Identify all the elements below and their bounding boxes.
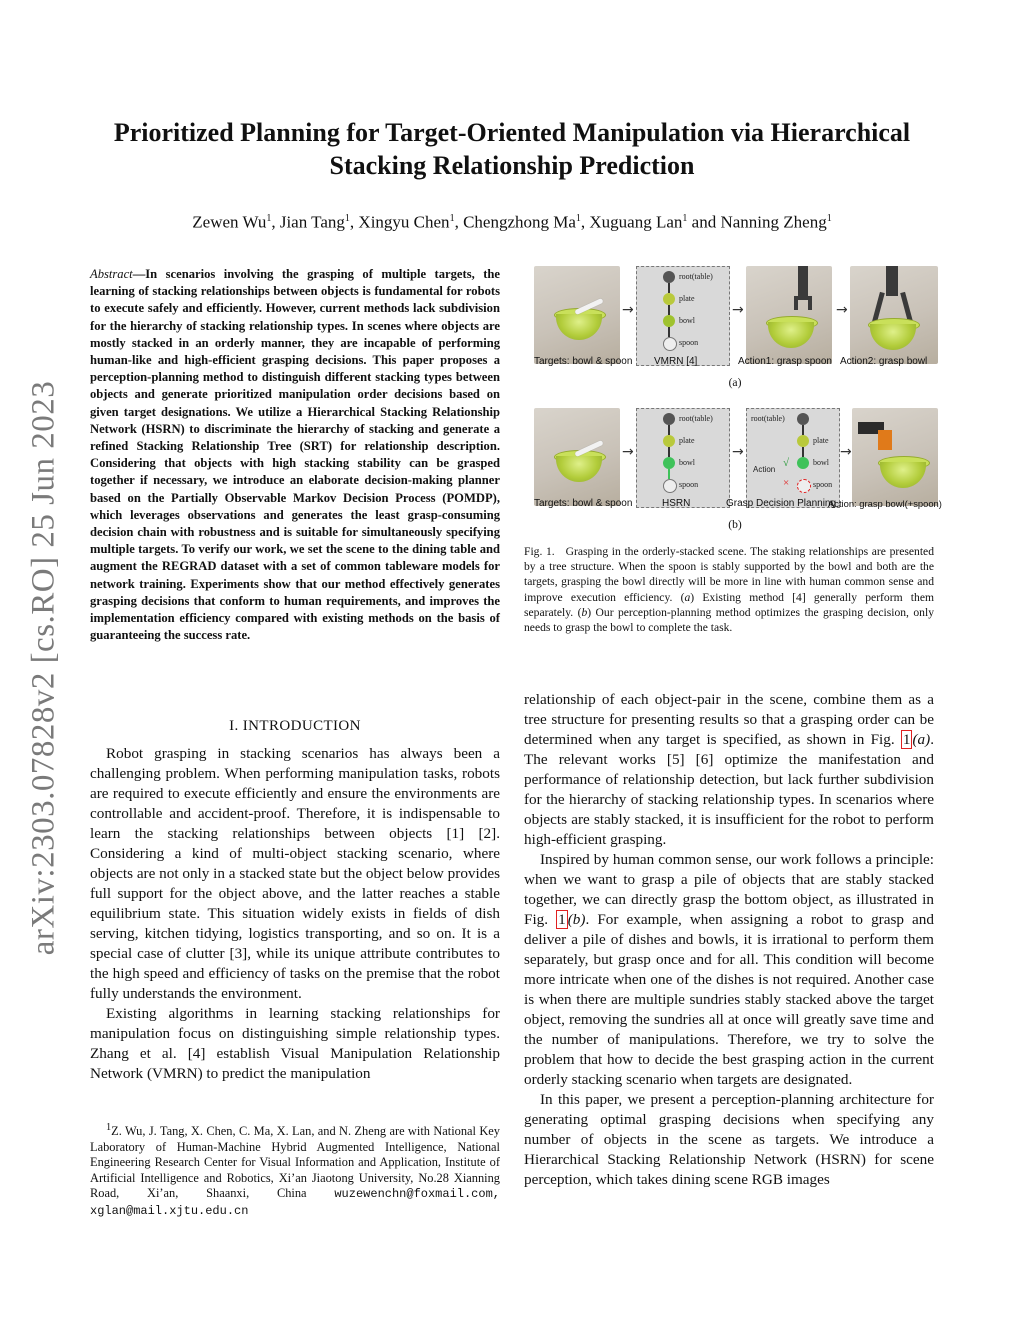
- author-name: Zewen Wu: [192, 212, 267, 232]
- check-icon: √: [783, 457, 790, 469]
- author-name: Xingyu Chen: [358, 212, 450, 232]
- right-paragraph-2: [524, 850, 934, 1090]
- right-paragraph-3: In this paper, we present a perception-planning architecture for generating optimal grasping decisions when specifying any number of objects in the scene as targets. We introduce a Hierarchical Stacking Relationship Network (HSRN) for scene perception, which takes dining scene RGB images: [524, 1091, 934, 1188]
- node-label-root: root(table): [679, 414, 713, 423]
- abstract-dash: —: [132, 267, 146, 281]
- author-name: Chengzhong Ma: [463, 212, 576, 232]
- caption-text: ) Existing method [4] generally perform them separately. (: [524, 590, 934, 619]
- panel-label: Action: grasp bowl(+spoon): [828, 498, 942, 509]
- caption-italic: a: [684, 590, 691, 604]
- panel-label: Targets: bowl & spoon: [534, 356, 633, 367]
- arrow-right-icon: →: [622, 444, 634, 460]
- plate-node-icon: [663, 293, 675, 305]
- footnote-emails: wuzewenchn@foxmail.com, xglan@mail.xjtu.edu.cn: [90, 1187, 500, 1218]
- root-node-icon: [663, 413, 675, 425]
- figure-row-a: [534, 266, 938, 374]
- node-label-spoon: spoon: [813, 480, 833, 489]
- panel-label: Action2: grasp bowl: [840, 356, 928, 367]
- author-name: Jian Tang: [279, 212, 345, 232]
- panel-label: Targets: bowl & spoon: [534, 498, 633, 509]
- spoon-node-icon: [663, 337, 677, 351]
- root-node-icon: [797, 413, 809, 425]
- body-text: . For example, when assigning a robot to grasp and deliver a pile of dishes and bowls, it is irrational to perform them separately, but grasp once and for all. This condition will become more intricate when one of the dishes is not required. Another case is when there are multiple sundries stably stacked above the target object, removing the sundries all at once will greatly save time and the number of manipulations. Therefore, we try to solve the problem that how to decide the best grasping action in the current orderly stacking scenario when targets are designated.: [524, 911, 934, 1088]
- action-label: Action: [753, 465, 776, 474]
- scene-photo-a3: [746, 266, 832, 364]
- footnote-mark: 1: [106, 1122, 112, 1133]
- node-label-root: root(table): [751, 414, 785, 423]
- arrow-right-icon: →: [732, 302, 744, 318]
- scene-photo-b4: [852, 408, 938, 506]
- affiliation-mark: 1: [682, 213, 688, 224]
- root-node-icon: [663, 271, 675, 283]
- paper-title: [60, 116, 964, 182]
- node-label-plate: plate: [813, 436, 829, 445]
- affiliation-mark: 1: [826, 213, 832, 224]
- node-label-bowl: bowl: [813, 458, 829, 467]
- spoon-node-icon: [663, 479, 677, 493]
- plate-node-icon: [797, 435, 809, 447]
- author-name: Xuguang Lan: [589, 212, 683, 232]
- node-label-plate: plate: [679, 294, 695, 303]
- section-heading: I. INTRODUCTION: [229, 718, 361, 734]
- node-label-bowl: bowl: [679, 458, 695, 467]
- node-label-spoon: spoon: [679, 338, 699, 347]
- bowl-node-icon: [663, 457, 675, 469]
- affiliation-footnote: [90, 1120, 500, 1219]
- figure-caption: [524, 544, 934, 635]
- affiliation-mark: 1: [266, 213, 272, 224]
- grasp-planning-diagram: [746, 408, 840, 508]
- intro-paragraph-2: Existing algorithms in learning stacking relationships for manipulation focus on distinguishing simple relationship types. Zhang et al. [4] establish Visual Manipulation Relationship Network (VMRN) to predict the manipulation: [90, 1005, 500, 1082]
- bowl-node-icon: [797, 457, 809, 469]
- author-list: Zewen Wu$^1$, Jian Tang$^1$, Xingyu Chen$^1$, Chengzhong Ma$^1$, Xuguang Lan$^1$ and Nanning Zheng$^1$: [192, 212, 832, 232]
- panel-label: VMRN [4]: [654, 356, 698, 367]
- scene-photo-a1: [534, 266, 620, 364]
- right-paragraph-1: [524, 690, 934, 850]
- node-label-plate: plate: [679, 436, 695, 445]
- figure-sub-ref: (a): [912, 731, 931, 748]
- figure-ref-link[interactable]: 1: [902, 731, 911, 748]
- arrow-right-icon: →: [622, 302, 634, 318]
- caption-label: Fig. 1.: [524, 545, 555, 558]
- title-line-1: Prioritized Planning for Target-Oriented Manipulation via Hierarchical: [113, 118, 911, 147]
- panel-label: HSRN: [662, 498, 691, 509]
- affiliation-mark: 1: [449, 213, 455, 224]
- author-name: Nanning Zheng: [720, 212, 827, 232]
- intro-body-left: [90, 744, 500, 1084]
- intro-body-right: [524, 690, 934, 1190]
- caption-italic: b: [581, 605, 588, 619]
- bowl-node-icon: [663, 315, 675, 327]
- footnote-text: Z. Wu, J. Tang, X. Chen, C. Ma, X. Lan, and N. Zheng are with National Key Laboratory of Human-Machine Hybrid Augmented Intelligence, National Engineering Research Center for Visual Information and Application, Institute of Artificial Intelligence and Robotics, Xi’an Jiaotong University, No.28 Xianning Road, Xi’an, Shaanxi, China: [90, 1124, 500, 1201]
- arrow-right-icon: →: [836, 302, 848, 318]
- body-text: relationship of each object-pair in the scene, combine them as a tree structure for presenting results so that a grasping order can be determined when any target is specified, as shown in Fig.: [524, 691, 934, 748]
- caption-text: ) Our perception-planning method optimizes the grasping decision, only needs to grasp the bowl to complete the task.: [524, 605, 934, 635]
- scene-photo-b1: [534, 408, 620, 506]
- abstract-body: In scenarios involving the grasping of multiple targets, the learning of stacking relationships between objects is fundamental for robots to execute safely and efficiently. However, current methods lack subdivision for the hierarchy of stacking relationship types. In scenes where objects are mostly stacked in an orderly manner, they are incapable of performing human-like and high-efficient grasping decisions. This paper proposes a perception-planning method to distinguish different stacking types between objects and generate prioritized manipulation order decisions based on given target designations. We utilize a Hierarchical Stacking Relationship Network (HSRN) to discriminate the hierarchy of stacking and generate a refined Stacking Relationship Tree (SRT) for relationship description. Considering that objects with high stacking stability can be grasped together if necessary, we introduce an elaborate decision-making planner based on the Partially Observable Markov Decision Process (POMDP), which leverages observations and generates the least grasp-consuming decision chain with robustness and is suitable for simultaneously specifying multiple targets. To verify our work, we set the scene to the dining table and augment the REGRAD dataset with a set of common tableware models for network training. Experiments show that our method effectively generates grasping decisions that conform to human requirements, and improves the implementation efficiency compared with existing methods on the basis of guaranteeing the success rate.: [90, 267, 500, 643]
- figure-row-b: [534, 408, 942, 516]
- node-label-bowl: bowl: [679, 316, 695, 325]
- body-text: . The relevant works [5] [6] optimize the manifestation and performance of relationship detection, but lack further subdivision for the hierarchy of stacking relationship types. In scenarios where objects are stably stacked, it is insufficient for the robot to perform high-efficient grasping.: [524, 731, 934, 848]
- node-label-spoon: spoon: [679, 480, 699, 489]
- spoon-node-icon: [797, 479, 811, 493]
- affiliation-mark: 1: [575, 213, 581, 224]
- intro-paragraph-1: Robot grasping in stacking scenarios has always been a challenging problem. When performing manipulation tasks, robots are required to execute efficiently and ensure the environments are controllable and accident-proof. Therefore, it is indispensable to learn the stacking relationships between objects [1] [2]. Considering a kind of multi-object stacking scenario, where objects are not only in a stacked state but the object below provides full support for the object above, and the latter reaches a stable equilibrium state. This situation widely exists in fields of dish serving, kitchen tidying, logistics transporting, and so on. It is a special case of clutter [3], while its unique attribute contributes to the high speed and efficiency of tasks on the premise that the robot fully understands the environment.: [90, 745, 500, 1002]
- panel-label: Grasp Decision Planning: [726, 498, 837, 509]
- hsrn-tree-diagram: [636, 408, 730, 508]
- subfigure-label-b: (b): [728, 518, 742, 531]
- authors-conjunction: and: [691, 212, 717, 232]
- figure-sub-ref: (b): [567, 911, 586, 928]
- cross-icon: ×: [783, 477, 790, 489]
- arrow-right-icon: →: [840, 444, 852, 460]
- plate-node-icon: [663, 435, 675, 447]
- caption-text: Grasping in the orderly-stacked scene. The staking relationships are presented by a tree structure. When the spoon is stably supported by the bowl and both are the targets, grasping the bowl directly will be more in line with human common sense and improve execution efficiency. (: [524, 545, 934, 604]
- vmrn-tree-diagram: [636, 266, 730, 366]
- node-label-root: root(table): [679, 272, 713, 281]
- body-text: Inspired by human common sense, our work follows a principle: when we want to grasp a pile of objects that are stably stacked together, we can directly grasp the bottom object, as illustrated in Fig.: [524, 851, 934, 928]
- abstract: [90, 266, 500, 644]
- affiliation-mark: 1: [344, 213, 350, 224]
- arrow-right-icon: →: [732, 444, 744, 460]
- figure-ref-link[interactable]: 1: [558, 911, 566, 928]
- abstract-lead: Abstract: [90, 267, 133, 281]
- scene-photo-a4: [850, 266, 938, 364]
- arxiv-stamp-text: arXiv:2303.07828v2 [cs.RO] 25 Jun 2023: [25, 380, 62, 956]
- title-line-2: Stacking Relationship Prediction: [329, 151, 695, 180]
- subfigure-label-a: (a): [728, 376, 742, 389]
- panel-label: Action1: grasp spoon: [738, 356, 832, 367]
